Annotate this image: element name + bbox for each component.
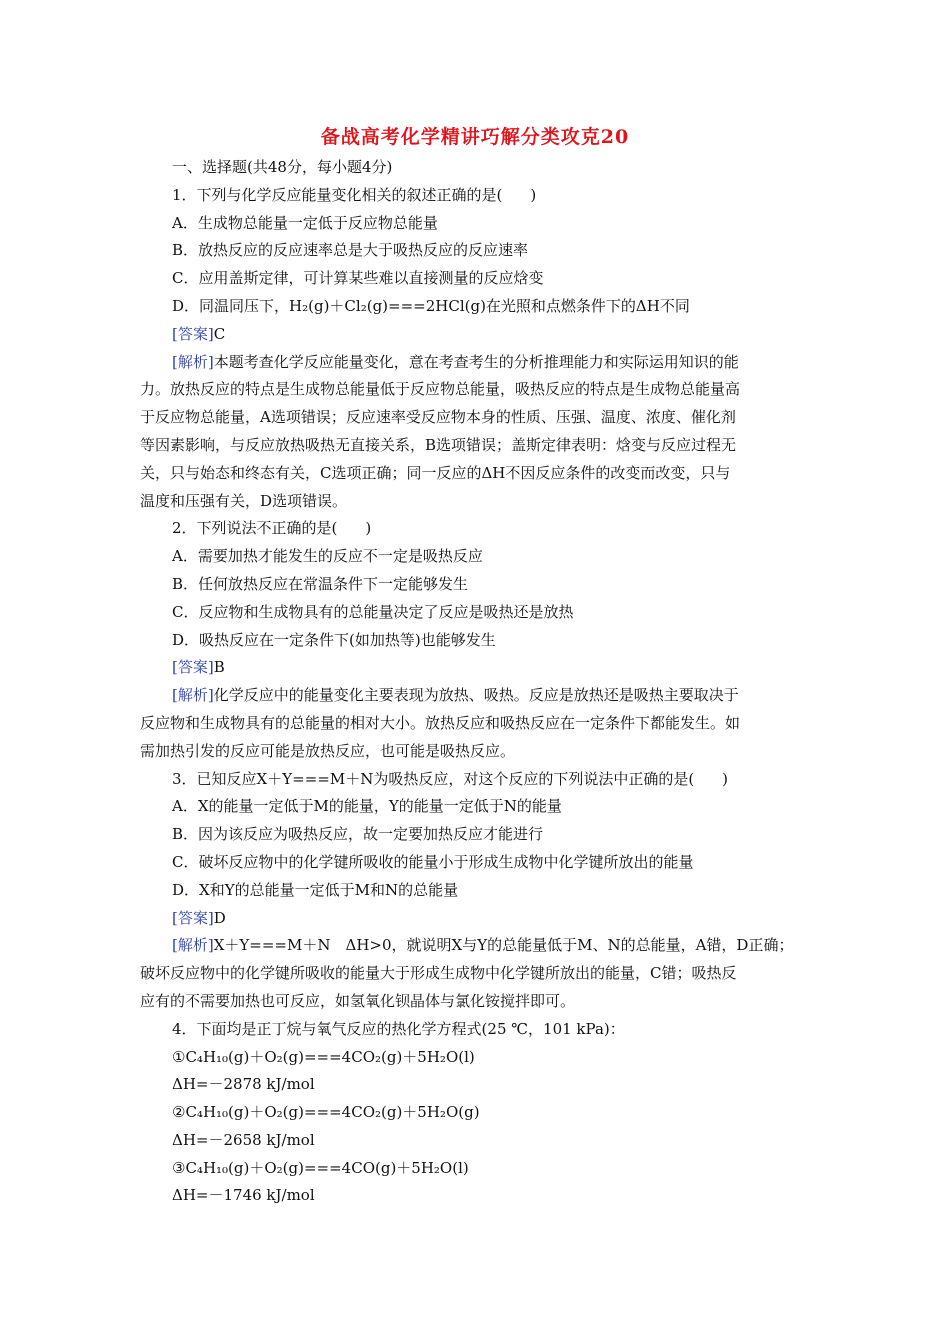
q2-option-c: C．反应物和生成物具有的总能量决定了反应是吸热还是放热 xyxy=(172,602,574,621)
q3-option-c: C．破坏反应物中的化学键所吸收的能量小于形成生成物中化学键所放出的能量 xyxy=(172,852,694,871)
question-2-stem: 2．下列说法不正确的是( ) xyxy=(172,519,372,538)
q3-option-b: B．因为该反应为吸热反应，故一定要加热反应才能进行 xyxy=(172,825,544,844)
q2-option-b: B．任何放热反应在常温条件下一定能够发生 xyxy=(172,574,469,593)
analysis-tag: [解析] xyxy=(172,936,214,955)
q1-option-c: C．应用盖斯定律，可计算某些难以直接测量的反应焓变 xyxy=(172,269,544,288)
q3-option-a: A．X的能量一定低于M的能量，Y的能量一定低于N的能量 xyxy=(172,797,562,816)
question-3-stem: 3．已知反应X＋Y===M＋N为吸热反应，对这个反应的下列说法中正确的是( ) xyxy=(172,769,729,788)
q4-equation-3: ③C₄H₁₀(g)＋O₂(g)===4CO(g)＋5H₂O(l) xyxy=(172,1158,469,1177)
q2-option-a: A．需要加热才能发生的反应不一定是吸热反应 xyxy=(172,547,483,566)
q3-answer: [答案]D xyxy=(172,908,226,927)
q4-enthalpy-2: ΔH=－2658 kJ/mol xyxy=(172,1130,315,1149)
question-4-stem: 4．下面均是正丁烷与氧气反应的热化学方程式(25 ℃，101 kPa)： xyxy=(172,1019,625,1038)
page-title: 备战高考化学精讲巧解分类攻克20 xyxy=(320,126,630,148)
q1-option-d: D．同温同压下，H₂(g)＋Cl₂(g)===2HCl(g)在光照和点燃条件下的ΔH不同 xyxy=(172,296,690,315)
section-heading: 一、选择题(共48分，每小题4分) xyxy=(172,158,393,176)
q1-answer: [答案]C xyxy=(172,324,226,343)
question-1-stem: 1．下列与化学反应能量变化相关的叙述正确的是( ) xyxy=(172,185,537,204)
q1-analysis: [解析]本题考查化学反应能量变化，意在考查考生的分析推理能力和实际运用知识的能 力。放热反应的特点是生成物总能量低于反应物总能量，吸热反应的特点是生成物总能量高 于反应物总能量，A选项错误；反应速率受反应物本身的性质、压强、温度、浓度、催化剂 等因素影响，与反应放热吸热无直接关系，B选项错误；盖斯定律表明：焓变与反应过程无 关，只与始态和终态有关，C选项正确；同一反应的ΔH不因反应条件的改变而改变，只与 温度和压强有关，D选项错误。 xyxy=(140,352,741,510)
q1-option-b: B．放热反应的反应速率总是大于吸热反应的反应速率 xyxy=(172,241,529,260)
q2-analysis: [解析]化学反应中的能量变化主要表现为放热、吸热。反应是放热还是吸热主要取决于 反应物和生成物具有的总能量的相对大小。放热反应和吸热反应在一定条件下都能发生。如 需加热引发的反应可能是放热反应，也可能是吸热反应。 xyxy=(140,686,741,760)
q1-option-a: A．生成物总能量一定低于反应物总能量 xyxy=(172,213,438,232)
q2-answer: [答案]B xyxy=(172,658,225,677)
q4-equation-1: ①C₄H₁₀(g)＋O₂(g)===4CO₂(g)＋5H₂O(l) xyxy=(172,1047,475,1066)
q4-equation-2: ②C₄H₁₀(g)＋O₂(g)===4CO₂(g)＋5H₂O(g) xyxy=(172,1103,480,1122)
q2-option-d: D．吸热反应在一定条件下(如加热等)也能够发生 xyxy=(172,630,496,649)
document-body xyxy=(140,154,812,1210)
q3-option-d: D．X和Y的总能量一定低于M和N的总能量 xyxy=(172,880,459,899)
q4-enthalpy-1: ΔH=－2878 kJ/mol xyxy=(172,1075,315,1094)
q4-enthalpy-3: ΔH=－1746 kJ/mol xyxy=(172,1186,315,1205)
analysis-tag: [解析] xyxy=(172,686,214,705)
q3-analysis: [解析]X＋Y===M＋N ΔH>0，就说明X与Y的总能量低于M、N的总能量，A错，D正确； 破坏反应物中的化学键所吸收的能量大于形成生成物中化学键所放出的能量，C错；吸热反 应有的不需要加热也可反应，如氢氧化钡晶体与氯化铵搅拌即可。 xyxy=(140,936,794,1010)
analysis-tag: [解析] xyxy=(172,352,214,371)
